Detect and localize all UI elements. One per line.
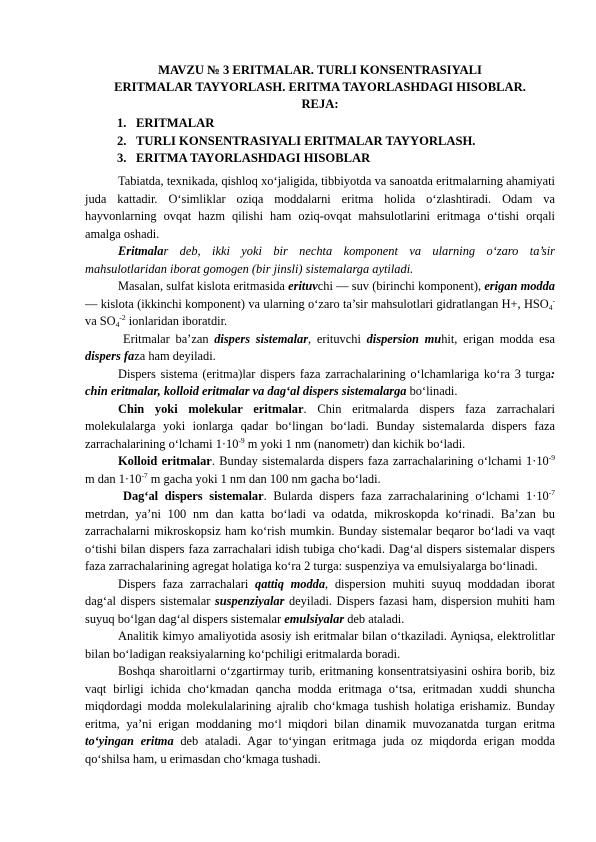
paragraph-intro: Tabiatda, texnikada, qishloq xo‘jaligida, tibbiyotda va sanoatda eritmalarning ahamiyati juda kattadir. O‘simliklar oziqa moddalarni eritma holida o‘zlashtiradi. Odam va hayvonlarning ovqat hazm qilishi ham oziq-ovqat mahsulotlarini eritmaga o‘tishi orqali amalga oshadi. <box>85 174 555 241</box>
title-line-1: MAVZU № 3 ERITMALAR. TURLI KONSENTRASIYALI <box>158 63 482 77</box>
plan-item: 1. ERITMALAR <box>117 116 215 130</box>
paragraph-coarse-dispersions: Dag‘al dispers sistemalar. Bularda dispers faza zarrachalarining o‘lchami $1\cdot 10^{-7}$ metrdan, ya’ni 100 nm dan katta bo‘ladi va odatda, mikroskopda ko‘rinadi. Ba’zan bu zarrachalarni mikroskopsiz ham ko‘rish mumkin. Bunday sistemalar beqaror bo‘ladi va vaqt o‘tishi bilan dispers faza zarrachalari idish tubiga cho‘kadi. Dag‘al dispers sistemalar dispers faza zarrachalarining agregat holatiga ko‘ra 2 turga: suspenziya va emulsiyalarga bo‘linadi. <box>85 488 555 573</box>
plan-item: 2. TURLI KONSENTRASIYALI ERITMALAR TAYYORLASH. <box>117 133 476 148</box>
paragraph-suspensions: Dispers faza zarrachalari qattiq modda, dispersion muhiti suyuq moddadan iborat dag‘al dispers sistemalar suspenziyalar deyiladi. Dispers fazasi ham, dispersion muhiti ham suyuq bo‘lgan dag‘al dispers sistemalar emulsiyalar deb ataladi. <box>85 576 556 626</box>
title-line-3: REJA: <box>301 97 339 111</box>
paragraph-example: Masalan, sulfat kislota eritmasida erituvchi — suv (birinchi komponent), erigan modda — kislota (ikkinchi komponent) va ularning o‘zaro ta’sir mahsulotlari gidratlangan H+, $HSO_4^-$ va $SO_4^{-2}$ ionlaridan iboratdir. <box>85 279 556 329</box>
paragraph-saturated: Boshqa sharoitlarni o‘zgartirmay turib, eritmaning konsentratsiyasini oshira borib, biz vaqt birligi ichida cho‘kmadan qancha modda eritmaga o‘tsa, eritmadan xuddi shuncha miqdordagi modda molekulalarining ajralib cho‘kmaga tushish holatiga erishamiz. Bunday eritma, ya’ni erigan moddaning mo‘l miqdori bilan dinamik muvozanatda turgan eritma to‘yingan eritma deb ataladi. Agar to‘yingan eritmaga juda oz miqdorda erigan modda qo‘shilsa ham, u erimasdan cho‘kmaga tushadi. <box>85 664 555 766</box>
paragraph-colloid: Kolloid eritmalar. Bunday sistemalarda dispers faza zarrachalarining o‘lchami $1\cdot 10^{-9}$ m dan $1\cdot 10^{-7}$ m gacha yoki 1 nm dan 100 nm gacha bo‘ladi. <box>85 453 555 486</box>
paragraph-analytic: Analitik kimyo amaliyotida asosiy ish eritmalar bilan o‘tkaziladi. Ayniqsa, elektrolitlar bilan bo‘ladigan reaksiyalarning ko‘pchiligi eritmalarda boradi. <box>85 629 555 661</box>
plan-list <box>117 115 557 168</box>
document-body <box>85 173 555 768</box>
paragraph-dispers-systems: Eritmalar ba’zan dispers sistemalar, erituvchi dispersion muhit, erigan modda esa dispers faza ham deyiladi. <box>85 331 555 363</box>
paragraph-definition: Eritmalar deb, ikki yoki bir nechta komponent va ularning o‘zaro ta’sir mahsulotlaridan iborat gomogen (bir jinsli) sistemalarga aytiladi. <box>85 244 555 276</box>
lesson-title <box>85 62 555 113</box>
title-line-2: ERITMALAR TAYYORLASH. ERITMA TAYORLASHDAGI HISOBLAR. <box>114 80 526 94</box>
paragraph-true-solutions: Chin yoki molekular eritmalar. Chin eritmalarda dispers faza zarrachalari molekulalarga yoki ionlarga qadar bo‘lingan bo‘ladi. Bunday sistemalarda dispers faza zarrachalarining o‘lchami $1\cdot 10^{-9}$ m yoki 1 nm (nanometr) dan kichik bo‘ladi. <box>85 401 555 451</box>
paragraph-classification: Dispers sistema (eritma)lar dispers faza zarrachalarining o‘lchamlariga ko‘ra 3 turga: chin eritmalar, kolloid eritmalar va dag‘al dispers sistemalarga bo‘linadi. <box>85 366 555 398</box>
plan-item: 3. ERITMA TAYORLASHDAGI HISOBLAR <box>117 151 371 166</box>
